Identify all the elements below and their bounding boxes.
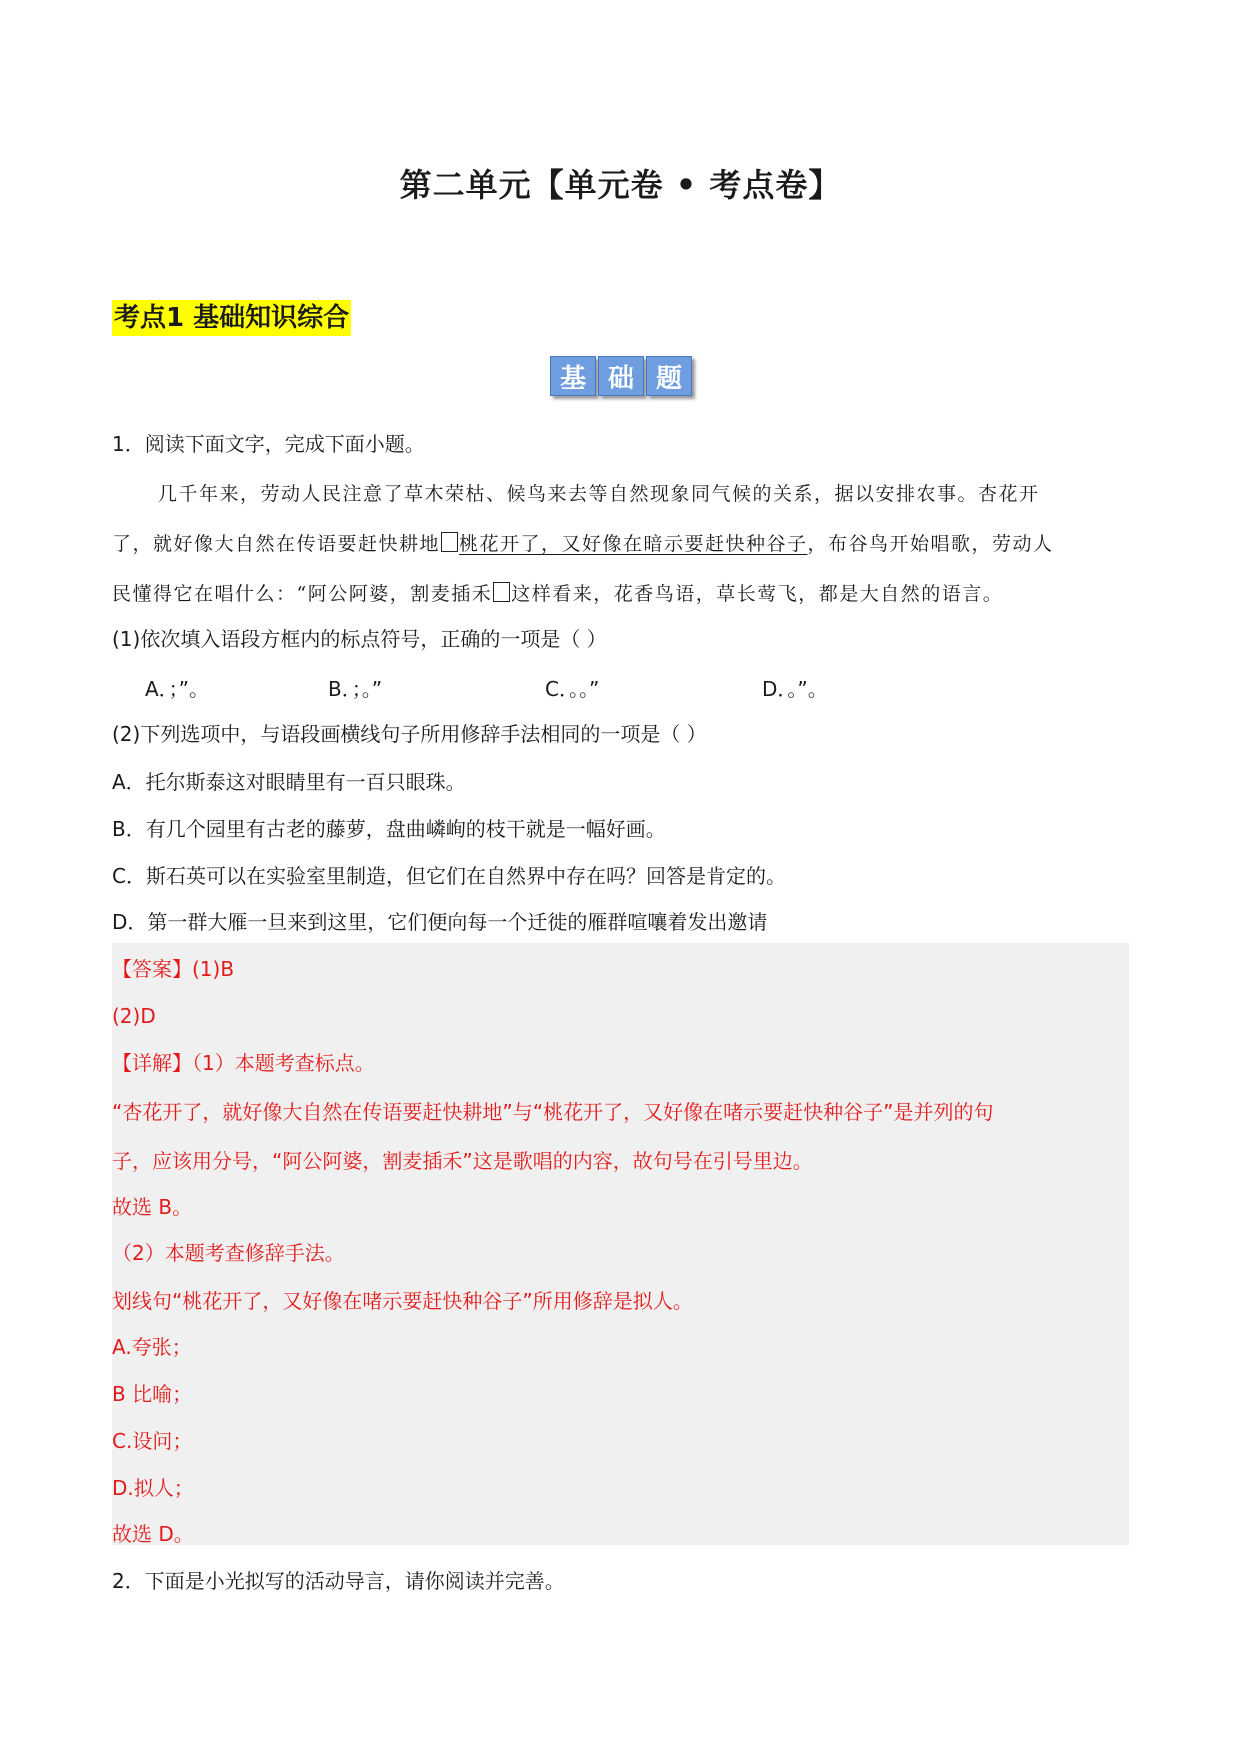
underlined-sentence: 桃花开了，又好像在暗示要赶快种谷子 [459, 533, 808, 555]
blank-box-1 [441, 532, 458, 552]
passage-line-1: 几千年来，劳动人民注意了草木荣枯、候鸟来去等自然现象同气候的关系，据以安排农事。杏花开 [158, 483, 1040, 505]
explanation-line: 故选 B。 [112, 1195, 193, 1219]
option-b: B．有几个园里有古老的藤萝，盘曲嶙峋的枝干就是一幅好画。 [112, 817, 666, 841]
passage-text: 这样看来，花香鸟语，草长莺飞，都是大自然的语言。 [511, 583, 1004, 605]
level-badge: 础 [598, 356, 644, 396]
level-badge: 基 [550, 356, 596, 396]
explanation-line: 【详解】（1）本题考查标点。 [112, 1051, 375, 1075]
page-title: 第二单元【单元卷 • 考点卷】 [399, 166, 842, 204]
explanation-line: （2）本题考查修辞手法。 [112, 1241, 345, 1265]
option-b: B．；。” [328, 677, 383, 701]
section-heading: 考点1 基础知识综合 [112, 300, 351, 336]
passage-line-3 [112, 580, 1003, 608]
passage-text: 民懂得它在唱什么：“阿公阿婆，割麦插禾 [112, 583, 493, 605]
option-c: C．。。” [545, 677, 600, 701]
explanation-line: 划线句“桃花开了，又好像在啫示要赶快种谷子”所用修辞是拟人。 [112, 1289, 693, 1313]
sub-question-1-options [0, 675, 1241, 703]
question-2-stem: 2．下面是小光拟写的活动导言，请你阅读并完善。 [112, 1569, 565, 1593]
passage-text: ，布谷鸟开始唱歌，劳动人 [807, 533, 1054, 555]
answer-line: 【答案】(1)B [112, 957, 235, 981]
explanation-line: “杏花开了，就好像大自然在传语要赶快耕地”与“桃花开了，又好像在啫示要赶快种谷子”是并列的句 [112, 1100, 994, 1124]
sub-question-1-stem: (1)依次填入语段方框内的标点符号，正确的一项是（ ） [112, 627, 607, 651]
option-c: C．斯石英可以在实验室里制造，但它们在自然界中存在吗？回答是肯定的。 [112, 864, 786, 888]
level-badges [550, 356, 692, 396]
explanation-line: 子，应该用分号，“阿公阿婆，割麦插禾”这是歌唱的内容，故句号在引号里边。 [112, 1149, 813, 1173]
explanation-line: B 比喻； [112, 1382, 193, 1406]
option-d: D．。”。 [762, 677, 828, 701]
option-a: A．；”。 [145, 677, 210, 701]
explanation-line: A.夸张； [112, 1335, 192, 1359]
explanation-line: C.设问； [112, 1429, 193, 1453]
option-a: A．托尔斯泰这对眼睛里有一百只眼珠。 [112, 770, 466, 794]
level-badge: 题 [646, 356, 692, 396]
answer-line: (2)D [112, 1004, 156, 1028]
question-1-stem: 1．阅读下面文字，完成下面小题。 [112, 432, 425, 456]
passage-text: 了，就好像大自然在传语要赶快耕地 [112, 533, 441, 555]
passage-line-2 [112, 530, 1054, 558]
explanation-line: 故选 D。 [112, 1522, 194, 1546]
option-d: D．第一群大雁一旦来到这里，它们便向每一个迁徙的雁群喧嚷着发出邀请 [112, 910, 768, 934]
blank-box-2 [493, 582, 510, 602]
sub-question-2-stem: (2)下列选项中，与语段画横线句子所用修辞手法相同的一项是（ ） [112, 722, 707, 746]
explanation-line: D.拟人； [112, 1476, 194, 1500]
